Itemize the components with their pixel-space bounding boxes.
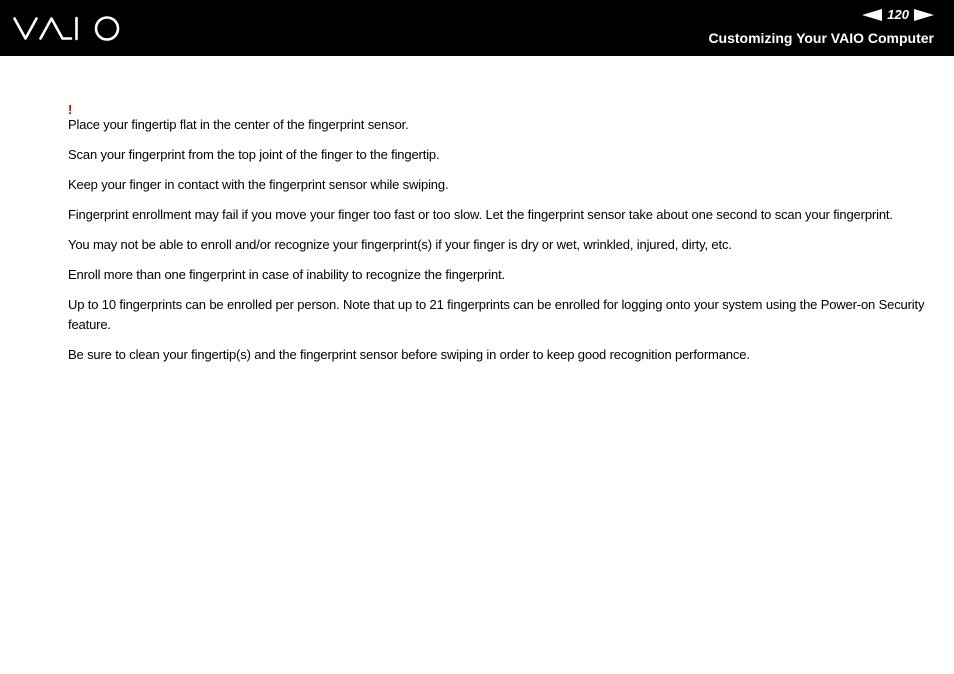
paragraph: Scan your fingerprint from the top joint of the finger to the fingertip. xyxy=(68,147,440,162)
paragraph: Enroll more than one fingerprint in case of inability to recognize the fingerprint. xyxy=(68,267,506,282)
paragraph: Up to 10 fingerprints can be enrolled per person. Note that up to 21 fingerprints can be enrolled for logging onto your system using the Power-on Security feature. xyxy=(68,297,925,332)
page-navigation xyxy=(862,7,934,23)
paragraph: Fingerprint enrollment may fail if you move your finger too fast or too slow. Let the fingerprint sensor take about one second to scan your fingerprint. xyxy=(68,207,893,222)
paragraph: Be sure to clean your fingertip(s) and the fingerprint sensor before swiping in order to keep good recognition performance. xyxy=(68,347,750,362)
previous-page-icon[interactable] xyxy=(862,9,882,21)
page-number: 120 xyxy=(887,7,909,22)
paragraph: Place your fingertip flat in the center of the fingerprint sensor. xyxy=(68,117,409,132)
page-header xyxy=(0,0,954,56)
next-page-icon[interactable] xyxy=(914,9,934,21)
section-title: Customizing Your VAIO Computer xyxy=(708,30,934,46)
vaio-logo xyxy=(13,15,121,43)
warning-icon: ! xyxy=(68,102,73,117)
paragraph: You may not be able to enroll and/or recognize your fingerprint(s) if your finger is dry or wet, wrinkled, injured, dirty, etc. xyxy=(68,237,732,252)
paragraph: Keep your finger in contact with the fingerprint sensor while swiping. xyxy=(68,177,449,192)
main-content xyxy=(68,103,928,365)
